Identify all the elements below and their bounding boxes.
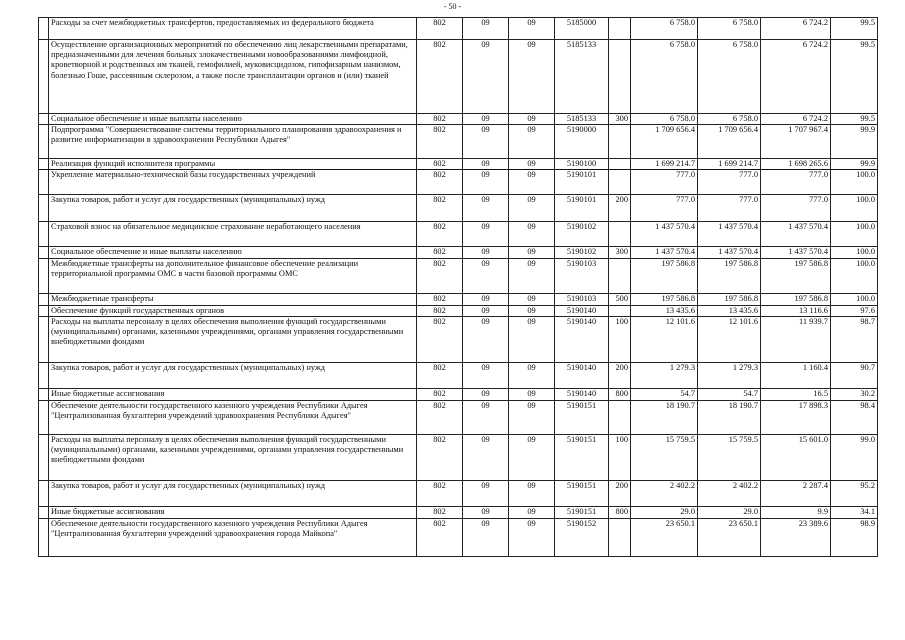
row-approved-amount: 13 435.6 (698, 305, 761, 316)
row-section-code: 09 (463, 125, 509, 159)
row-executed-amount: 6 724.2 (761, 114, 831, 125)
row-ved-code: 802 (417, 480, 463, 506)
row-name: Социальное обеспечение и иные выплаты населению (49, 114, 417, 125)
row-planned-amount: 197 586.8 (631, 258, 698, 293)
row-margin-cell (39, 293, 49, 305)
row-expense-type: 100 (609, 434, 631, 480)
row-execution-percent: 95.2 (831, 480, 878, 506)
row-approved-amount: 2 402.2 (698, 480, 761, 506)
row-approved-amount: 15 759.5 (698, 434, 761, 480)
row-ved-code: 802 (417, 388, 463, 400)
table-row (39, 170, 878, 195)
row-executed-amount: 9.9 (761, 506, 831, 518)
row-expense-type (609, 18, 631, 40)
row-subsection-code: 09 (509, 195, 555, 222)
row-execution-percent: 90.7 (831, 362, 878, 388)
table-row (39, 480, 878, 506)
row-margin-cell (39, 434, 49, 480)
row-approved-amount: 23 650.1 (698, 518, 761, 556)
row-name: Закупка товаров, работ и услуг для государственных (муниципальных) нужд (49, 195, 417, 222)
row-expense-type (609, 258, 631, 293)
row-approved-amount: 54.7 (698, 388, 761, 400)
row-section-code: 09 (463, 305, 509, 316)
row-executed-amount: 23 389.6 (761, 518, 831, 556)
row-name: Межбюджетные трансферты (49, 293, 417, 305)
row-target-code: 5190101 (555, 195, 609, 222)
row-executed-amount: 2 287.4 (761, 480, 831, 506)
row-execution-percent: 98.9 (831, 518, 878, 556)
row-approved-amount: 1 437 570.4 (698, 222, 761, 247)
row-ved-code: 802 (417, 506, 463, 518)
row-name: Реализация функций исполнителя программы (49, 159, 417, 170)
row-ved-code: 802 (417, 18, 463, 40)
row-margin-cell (39, 114, 49, 125)
row-approved-amount: 29.0 (698, 506, 761, 518)
table-row (39, 362, 878, 388)
row-executed-amount: 13 116.6 (761, 305, 831, 316)
row-executed-amount: 1 437 570.4 (761, 247, 831, 258)
row-ved-code: 802 (417, 305, 463, 316)
row-section-code: 09 (463, 247, 509, 258)
row-ved-code: 802 (417, 170, 463, 195)
row-execution-percent: 100.0 (831, 293, 878, 305)
row-subsection-code: 09 (509, 125, 555, 159)
row-subsection-code: 09 (509, 40, 555, 114)
row-margin-cell (39, 170, 49, 195)
table-row (39, 388, 878, 400)
row-expense-type: 300 (609, 247, 631, 258)
row-subsection-code: 09 (509, 258, 555, 293)
row-planned-amount: 1 437 570.4 (631, 247, 698, 258)
row-name: Обеспечение функций государственных органов (49, 305, 417, 316)
row-planned-amount: 18 190.7 (631, 400, 698, 434)
row-target-code: 5190140 (555, 388, 609, 400)
row-margin-cell (39, 18, 49, 40)
row-target-code: 5190101 (555, 170, 609, 195)
table-row (39, 247, 878, 258)
table-row (39, 316, 878, 362)
row-approved-amount: 6 758.0 (698, 114, 761, 125)
table-row (39, 40, 878, 114)
row-ved-code: 802 (417, 114, 463, 125)
row-ved-code: 802 (417, 258, 463, 293)
row-target-code: 5190103 (555, 293, 609, 305)
row-name: Расходы за счет межбюджетных трансфертов, предоставляемых из федерального бюджета (49, 18, 417, 40)
row-executed-amount: 6 724.2 (761, 18, 831, 40)
row-execution-percent: 100.0 (831, 247, 878, 258)
row-expense-type: 200 (609, 195, 631, 222)
row-target-code: 5190151 (555, 480, 609, 506)
row-name: Закупка товаров, работ и услуг для государственных (муниципальных) нужд (49, 362, 417, 388)
row-planned-amount: 2 402.2 (631, 480, 698, 506)
row-margin-cell (39, 506, 49, 518)
row-planned-amount: 1 709 656.4 (631, 125, 698, 159)
row-section-code: 09 (463, 400, 509, 434)
row-target-code: 5185000 (555, 18, 609, 40)
row-planned-amount: 6 758.0 (631, 40, 698, 114)
budget-table (38, 17, 878, 557)
row-subsection-code: 09 (509, 388, 555, 400)
row-execution-percent: 99.5 (831, 114, 878, 125)
row-target-code: 5190151 (555, 400, 609, 434)
row-planned-amount: 29.0 (631, 506, 698, 518)
row-subsection-code: 09 (509, 114, 555, 125)
row-expense-type: 800 (609, 506, 631, 518)
row-ved-code: 802 (417, 434, 463, 480)
row-margin-cell (39, 518, 49, 556)
row-approved-amount: 6 758.0 (698, 40, 761, 114)
table-row (39, 114, 878, 125)
row-ved-code: 802 (417, 293, 463, 305)
row-planned-amount: 777.0 (631, 170, 698, 195)
row-execution-percent: 100.0 (831, 222, 878, 247)
table-row (39, 159, 878, 170)
row-planned-amount: 54.7 (631, 388, 698, 400)
row-ved-code: 802 (417, 222, 463, 247)
row-subsection-code: 09 (509, 293, 555, 305)
row-execution-percent: 100.0 (831, 258, 878, 293)
row-margin-cell (39, 362, 49, 388)
row-subsection-code: 09 (509, 480, 555, 506)
row-expense-type: 200 (609, 362, 631, 388)
row-ved-code: 802 (417, 400, 463, 434)
row-subsection-code: 09 (509, 518, 555, 556)
row-planned-amount: 1 699 214.7 (631, 159, 698, 170)
row-execution-percent: 30.2 (831, 388, 878, 400)
row-execution-percent: 97.6 (831, 305, 878, 316)
row-target-code: 5190140 (555, 362, 609, 388)
row-section-code: 09 (463, 222, 509, 247)
row-name: Иные бюджетные ассигнования (49, 388, 417, 400)
row-section-code: 09 (463, 518, 509, 556)
row-target-code: 5190000 (555, 125, 609, 159)
row-margin-cell (39, 400, 49, 434)
row-subsection-code: 09 (509, 305, 555, 316)
row-margin-cell (39, 316, 49, 362)
row-executed-amount: 777.0 (761, 170, 831, 195)
row-planned-amount: 777.0 (631, 195, 698, 222)
row-subsection-code: 09 (509, 400, 555, 434)
row-margin-cell (39, 258, 49, 293)
row-approved-amount: 6 758.0 (698, 18, 761, 40)
row-name: Расходы на выплаты персоналу в целях обеспечения выполнения функций государственными (муниципальными) органами, казенными учреждениями, органами управления государственными внебюджетными фондами (49, 434, 417, 480)
row-section-code: 09 (463, 40, 509, 114)
row-name: Укрепление материально-технической базы государственных учреждений (49, 170, 417, 195)
row-name: Иные бюджетные ассигнования (49, 506, 417, 518)
table-row (39, 222, 878, 247)
row-margin-cell (39, 222, 49, 247)
row-subsection-code: 09 (509, 434, 555, 480)
row-expense-type (609, 159, 631, 170)
table-row (39, 125, 878, 159)
row-name: Межбюджетные трансферты на дополнительное финансовое обеспечение реализации территориальной программы ОМС в части базовой программы ОМС (49, 258, 417, 293)
row-section-code: 09 (463, 480, 509, 506)
row-approved-amount: 18 190.7 (698, 400, 761, 434)
table-row (39, 195, 878, 222)
row-ved-code: 802 (417, 40, 463, 114)
row-section-code: 09 (463, 258, 509, 293)
row-approved-amount: 197 586.8 (698, 293, 761, 305)
row-section-code: 09 (463, 170, 509, 195)
row-planned-amount: 12 101.6 (631, 316, 698, 362)
row-approved-amount: 1 279.3 (698, 362, 761, 388)
row-executed-amount: 11 939.7 (761, 316, 831, 362)
row-executed-amount: 17 898.3 (761, 400, 831, 434)
table-row (39, 518, 878, 556)
row-section-code: 09 (463, 362, 509, 388)
row-expense-type (609, 125, 631, 159)
row-approved-amount: 197 586.8 (698, 258, 761, 293)
row-section-code: 09 (463, 195, 509, 222)
row-execution-percent: 99.9 (831, 125, 878, 159)
row-execution-percent: 99.5 (831, 18, 878, 40)
row-executed-amount: 6 724.2 (761, 40, 831, 114)
row-target-code: 5185133 (555, 114, 609, 125)
row-executed-amount: 197 586.8 (761, 258, 831, 293)
row-expense-type: 500 (609, 293, 631, 305)
row-section-code: 09 (463, 159, 509, 170)
row-approved-amount: 777.0 (698, 195, 761, 222)
row-section-code: 09 (463, 114, 509, 125)
row-executed-amount: 1 698 265.6 (761, 159, 831, 170)
row-planned-amount: 23 650.1 (631, 518, 698, 556)
row-expense-type: 200 (609, 480, 631, 506)
row-executed-amount: 16.5 (761, 388, 831, 400)
row-ved-code: 802 (417, 362, 463, 388)
row-expense-type (609, 518, 631, 556)
row-planned-amount: 15 759.5 (631, 434, 698, 480)
row-planned-amount: 1 437 570.4 (631, 222, 698, 247)
row-approved-amount: 1 709 656.4 (698, 125, 761, 159)
row-expense-type (609, 222, 631, 247)
row-ved-code: 802 (417, 518, 463, 556)
row-execution-percent: 100.0 (831, 170, 878, 195)
row-target-code: 5190151 (555, 434, 609, 480)
row-target-code: 5190103 (555, 258, 609, 293)
row-ved-code: 802 (417, 195, 463, 222)
row-target-code: 5190152 (555, 518, 609, 556)
row-name: Расходы на выплаты персоналу в целях обеспечения выполнения функций государственными (муниципальными) органами, казенными учреждениями, органами управления государственными внебюджетными фондами (49, 316, 417, 362)
row-section-code: 09 (463, 18, 509, 40)
row-margin-cell (39, 305, 49, 316)
row-margin-cell (39, 388, 49, 400)
table-row (39, 258, 878, 293)
row-executed-amount: 1 437 570.4 (761, 222, 831, 247)
row-subsection-code: 09 (509, 159, 555, 170)
row-margin-cell (39, 40, 49, 114)
row-executed-amount: 777.0 (761, 195, 831, 222)
row-expense-type (609, 170, 631, 195)
row-planned-amount: 6 758.0 (631, 114, 698, 125)
row-section-code: 09 (463, 434, 509, 480)
budget-table-container (38, 17, 878, 557)
row-name: Осуществление организационных мероприятий по обеспечению лиц лекарственными препаратами, предназначенными для лечения больных злокачественными новообразованиями лимфоидной, кроветворной и родственных им тканей, гемофилией, муковисцидозом, гипофизарным нанизмом, болезнью Гоше, рассеянным склерозом, а также после трансплантации органов и (или) тканей (49, 40, 417, 114)
row-expense-type: 300 (609, 114, 631, 125)
row-target-code: 5190151 (555, 506, 609, 518)
row-target-code: 5190140 (555, 305, 609, 316)
table-row (39, 18, 878, 40)
row-margin-cell (39, 247, 49, 258)
row-target-code: 5190140 (555, 316, 609, 362)
row-section-code: 09 (463, 388, 509, 400)
row-subsection-code: 09 (509, 170, 555, 195)
row-execution-percent: 99.5 (831, 40, 878, 114)
row-name: Подпрограмма "Совершенствование системы территориального планирования здравоохранения и развитие информатизации в здравоохранении Республики Адыгея" (49, 125, 417, 159)
row-margin-cell (39, 125, 49, 159)
row-execution-percent: 100.0 (831, 195, 878, 222)
row-approved-amount: 1 699 214.7 (698, 159, 761, 170)
row-margin-cell (39, 159, 49, 170)
row-expense-type (609, 400, 631, 434)
row-planned-amount: 13 435.6 (631, 305, 698, 316)
row-expense-type (609, 305, 631, 316)
row-planned-amount: 197 586.8 (631, 293, 698, 305)
row-execution-percent: 98.4 (831, 400, 878, 434)
row-name: Обеспечение деятельности государственного казенного учреждения Республики Адыгея "Централизованная бухгалтерия учреждений здравоохранения Республики Адыгея" (49, 400, 417, 434)
row-expense-type: 800 (609, 388, 631, 400)
row-target-code: 5190100 (555, 159, 609, 170)
row-name: Закупка товаров, работ и услуг для государственных (муниципальных) нужд (49, 480, 417, 506)
row-approved-amount: 12 101.6 (698, 316, 761, 362)
row-expense-type: 100 (609, 316, 631, 362)
table-row (39, 434, 878, 480)
table-row (39, 305, 878, 316)
row-planned-amount: 1 279.3 (631, 362, 698, 388)
row-approved-amount: 777.0 (698, 170, 761, 195)
row-target-code: 5185133 (555, 40, 609, 114)
row-expense-type (609, 40, 631, 114)
row-subsection-code: 09 (509, 362, 555, 388)
row-name: Обеспечение деятельности государственного казенного учреждения Республики Адыгея "Централизованная бухгалтерия учреждений здравоохранения города Майкопа" (49, 518, 417, 556)
row-planned-amount: 6 758.0 (631, 18, 698, 40)
row-execution-percent: 98.7 (831, 316, 878, 362)
row-section-code: 09 (463, 316, 509, 362)
row-executed-amount: 1 160.4 (761, 362, 831, 388)
row-subsection-code: 09 (509, 506, 555, 518)
row-section-code: 09 (463, 506, 509, 518)
row-executed-amount: 1 707 967.4 (761, 125, 831, 159)
row-name: Страховой взнос на обязательное медицинское страхование неработающего населения (49, 222, 417, 247)
row-executed-amount: 15 601.0 (761, 434, 831, 480)
row-subsection-code: 09 (509, 18, 555, 40)
row-execution-percent: 34.1 (831, 506, 878, 518)
row-margin-cell (39, 480, 49, 506)
page-number: - 50 - (443, 2, 462, 11)
row-ved-code: 802 (417, 125, 463, 159)
row-execution-percent: 99.9 (831, 159, 878, 170)
row-subsection-code: 09 (509, 247, 555, 258)
row-subsection-code: 09 (509, 222, 555, 247)
row-target-code: 5190102 (555, 222, 609, 247)
row-approved-amount: 1 437 570.4 (698, 247, 761, 258)
row-target-code: 5190102 (555, 247, 609, 258)
row-ved-code: 802 (417, 159, 463, 170)
row-execution-percent: 99.0 (831, 434, 878, 480)
table-row (39, 293, 878, 305)
row-margin-cell (39, 195, 49, 222)
row-section-code: 09 (463, 293, 509, 305)
row-ved-code: 802 (417, 316, 463, 362)
row-executed-amount: 197 586.8 (761, 293, 831, 305)
row-ved-code: 802 (417, 247, 463, 258)
row-subsection-code: 09 (509, 316, 555, 362)
table-row (39, 506, 878, 518)
table-row (39, 400, 878, 434)
row-name: Социальное обеспечение и иные выплаты населению (49, 247, 417, 258)
